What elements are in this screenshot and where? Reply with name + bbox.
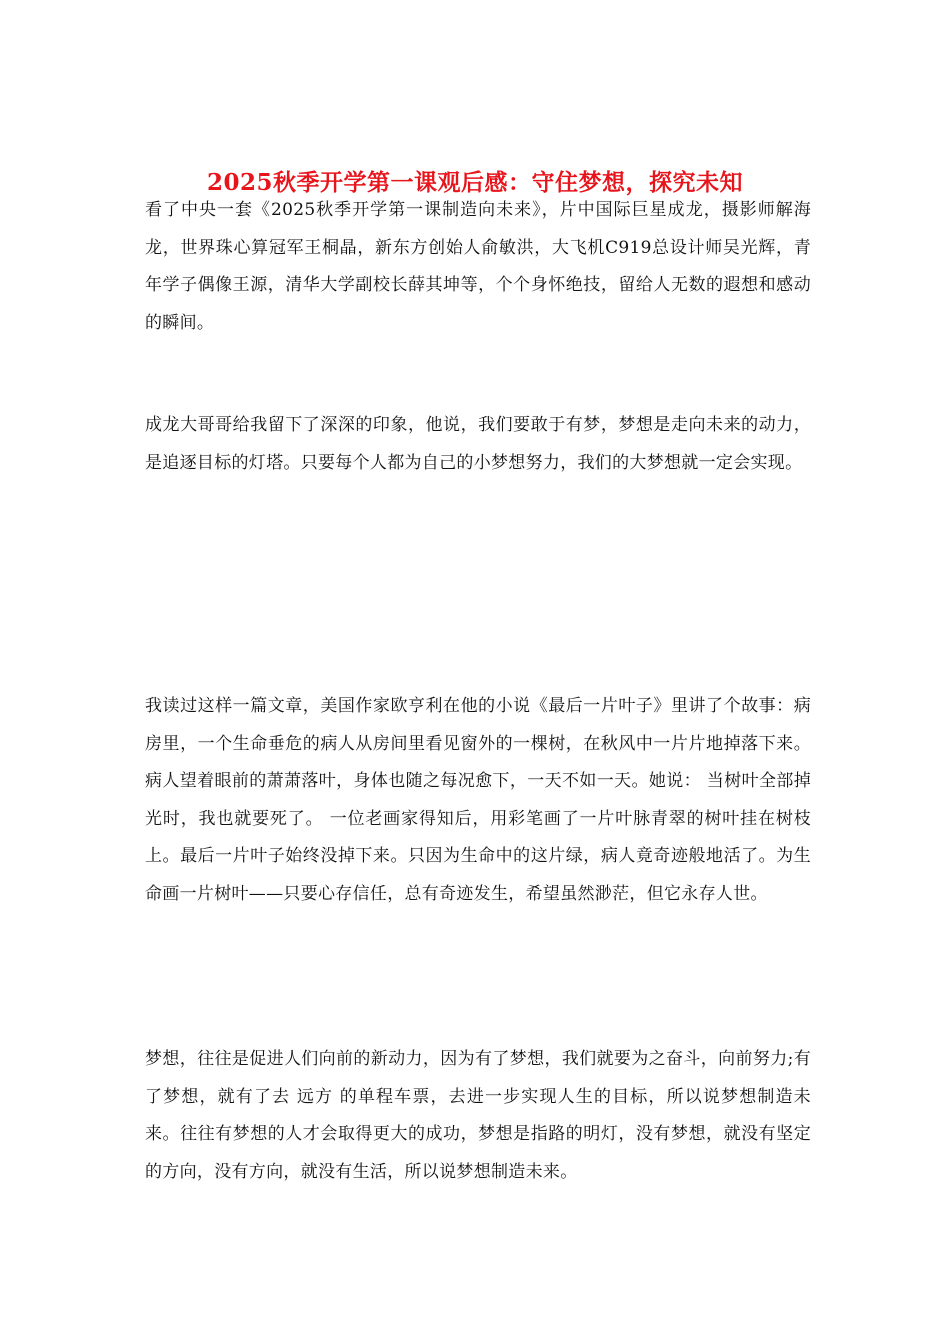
paragraph-last-leaf: 我读过这样一篇文章，美国作家欧亨利在他的小说《最后一片叶子》里讲了个故事：病房里，一个生命垂危的病人从房间里看见窗外的一棵树，在秋风中一片片地掉落下来。病人望着眼前的萧萧落叶，身体也随之每况愈下，一天不如一天。她说： 当树叶全部掉光时，我也就要死了。 一位老画家得知后，用彩笔画了一片叶脉青翠的树叶挂在树枝上。最后一片叶子始终没掉下来。只因为生命中的这片绿，病人竟奇迹般地活了。为生命画一片树叶——只要心存信任，总有奇迹发生，希望虽然渺茫，但它永存人世。 [145, 696, 811, 904]
paragraph-jackie-chan: 成龙大哥哥给我留下了深深的印象，他说，我们要敢于有梦，梦想是走向未来的动力，是追逐目标的灯塔。只要每个人都为自己的小梦想努力，我们的大梦想就一定会实现。 [145, 415, 811, 473]
paragraph-dreams: 梦想，往往是促进人们向前的新动力，因为有了梦想，我们就要为之奋斗，向前努力;有了梦想，就有了去 远方 的单程车票，去进一步实现人生的目标，所以说梦想制造未来。往往有梦想的人才会取得更大的成功，梦想是指路的明灯，没有梦想，就没有坚定的方向，没有方向，就没有生活，所以说梦想制造未来。 [145, 1049, 811, 1182]
document-title: 2025秋季开学第一课观后感：守住梦想，探究未知 [206, 169, 743, 197]
paragraph-intro: 看了中央一套《2025秋季开学第一课制造向未来》，片中国际巨星成龙，摄影师解海龙，世界珠心算冠军王桐晶，新东方创始人俞敏洪，大飞机C919总设计师吴光辉，青年学子偶像王源，清华大学副校长薛其坤等，个个身怀绝技，留给人无数的遐想和感动的瞬间。 [145, 200, 811, 333]
